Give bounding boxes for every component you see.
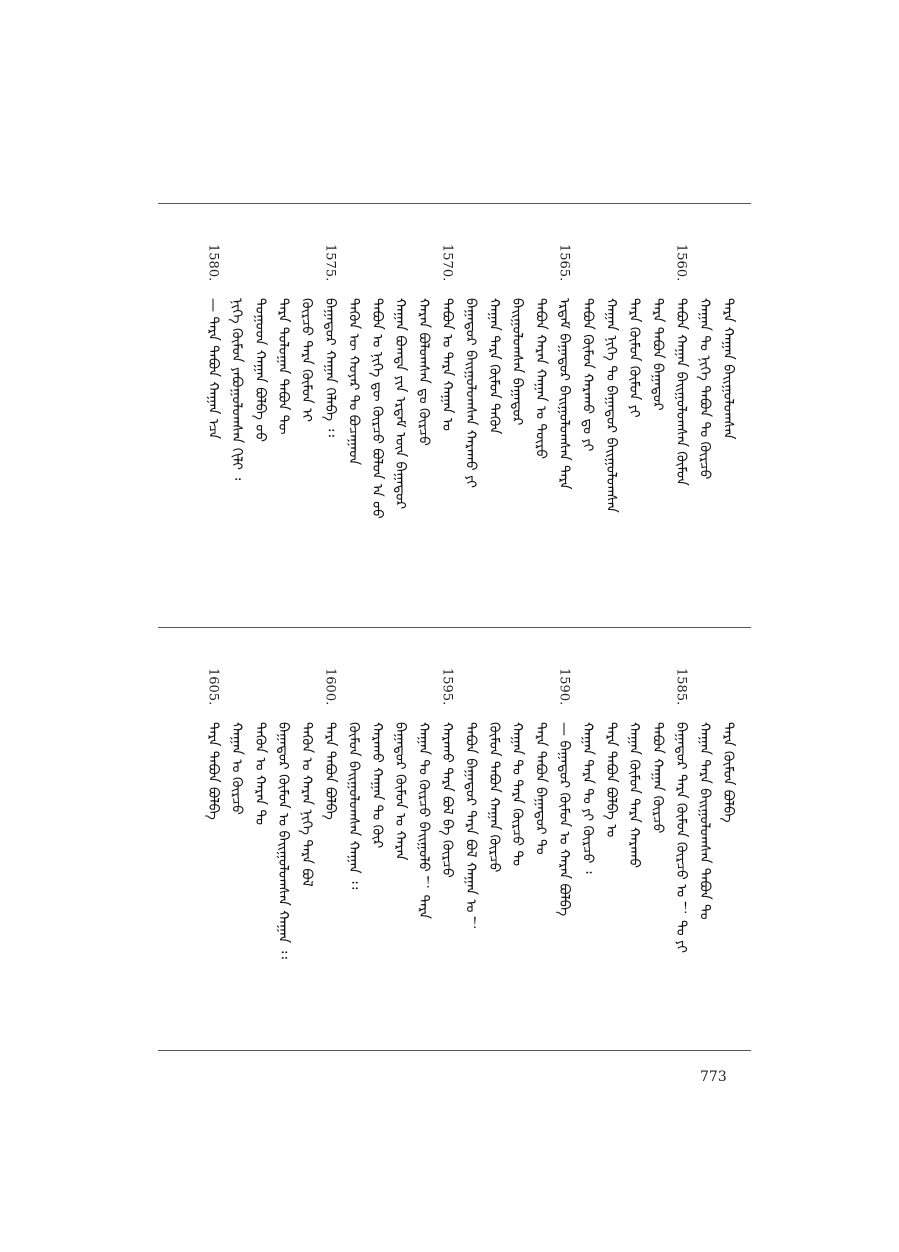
verse-text: ᠲᠠᠪᠤᠨ ᠬᠠᠷᠠᠨ ᠬᠠᠭᠠᠨ ᠤ ᠲᠦᠷᠦ (532, 298, 549, 459)
verse-text: ᠬᠦᠮᠦᠨ ᠲᠠᠪᠤᠨ ᠬᠠᠭᠠᠨ ᠬᠦᠷᠴᠦ (485, 722, 502, 873)
verse-panel-upper (158, 204, 751, 627)
verse-text: — ᠲᠡᠷᠡ ᠲᠠᠪᠤᠨ ᠬᠠᠭᠠᠨ ᠡᠴᠡ (205, 298, 221, 440)
verse-text: ᠲᠡᠭᠦᠨ ᠤ ᠬᠠᠷᠠᠨ ᠲᠤ (251, 722, 268, 826)
verse-text: ᠪᠠᠢᠭᠤᠯᠤᠭᠰᠠᠨ ᠪᠠᠭᠠᠳᠤᠷ (509, 298, 526, 426)
line-number: 1600. (322, 668, 338, 706)
verse-text: ᠬᠠᠷᠠᠬᠤ ᠬᠠᠭᠠᠨ ᠲᠤ ᠬᠦᠷ (368, 722, 385, 849)
verse-text: ᠬᠠᠭᠠᠨ ᠲᠤ ᠬᠦᠷᠴᠦ ᠪᠠᠢᠭᠤᠯᠤ ！ ᠲᠡᠷᠡ (415, 722, 432, 920)
verse-text: ᠳᠣᠭᠤᠳ ᠬᠠᠭᠠᠨ ᠪᠣᠯᠪᠠ ᠤᠤ (251, 298, 268, 442)
verse-text: ᠲᠡᠷᠡ ᠲᠠᠪᠤᠨ ᠪᠣᠯᠪᠠ (205, 722, 221, 820)
verse-text: ᠲᠡᠷᠡ ᠲᠠᠪᠤᠨ ᠪᠣᠯᠪᠠ ᠤ (602, 722, 619, 838)
verse-text: ᠲᠠᠪᠤᠨ ᠬᠠᠭᠠᠨ ᠪᠠᠢᠭᠤᠯᠤᠭᠰᠠᠨ ᠬᠦᠮᠦᠨ (673, 298, 689, 486)
verse-text: ᠲᠡᠷᠡ ᠬᠦᠮᠦᠨ ᠬᠦᠮᠦᠨ ᠶᠢ (626, 298, 643, 418)
verse-text: ᠬᠠᠭᠠᠨ ᠲᠤ ᠲᠡᠷᠡ ᠬᠦᠷᠴᠦ ᠲᠤ (509, 722, 526, 867)
verse-panel-lower (158, 628, 751, 1050)
verse-text: ᠪᠠᠭᠠᠳᠤᠷ ᠲᠡᠷᠡ ᠬᠦᠮᠦᠨ ᠬᠦᠷᠴᠦ ᠤ ！ ᠲᠤ ᠶᠢ (673, 722, 689, 954)
verse-text: ᠬᠦᠮᠦᠨ ᠪᠠᠢᠭᠤᠯᠤᠭᠰᠠᠨ ᠬᠠᠭᠠᠨ ᠄᠄ (345, 722, 362, 890)
line-number: 1590. (556, 668, 572, 706)
line-number: 1585. (673, 668, 689, 706)
verse-text: ᠨᠢᠭᠡ ᠬᠦᠮᠦᠨ ᠶᠠᠪᠤᠭᠤᠯᠤᠭᠰᠠᠨ ᠬᠢᠯᠢ ᠄ (228, 298, 245, 481)
verse-text: ᠲᠡᠷᠡ ᠲᠠᠪᠤᠨ ᠪᠠᠭᠠᠳᠤᠷ ᠲᠤ (532, 722, 549, 855)
verse-text: ᠪᠠᠭᠠᠳᠤᠷ ᠬᠠᠭᠠᠨ ᠬᠡᠯᠡᠪᠡ ᠄᠄ (322, 298, 338, 437)
verse-text: — ᠪᠠᠭᠠᠳᠤᠷ ᠬᠦᠮᠦᠨ ᠤ ᠬᠠᠷᠠᠨ ᠪᠣᠯᠪᠠ (556, 722, 572, 917)
verse-text: ᠬᠠᠷᠠᠨ ᠪᠣᠯᠤᠭᠰᠠᠨ ᠳᠤ ᠬᠦᠷᠴᠦ (415, 298, 432, 446)
verse-text: ᠲᠠᠪᠤᠨ ᠬᠠᠭᠠᠨ ᠬᠦᠷᠴᠦ (649, 722, 666, 834)
verse-text: ᠬᠠᠭᠠᠨ ᠬᠦᠮᠦᠨ ᠲᠡᠷᠡ ᠬᠠᠷᠠᠬᠤ (626, 722, 643, 869)
verse-text: ᠬᠠᠭᠠᠨ ᠲᠤ ᠨᠢᠭᠡ ᠲᠠᠪᠤᠨ ᠲᠤ ᠬᠦᠷᠴᠦ (696, 298, 713, 480)
verse-text: ᠪᠠᠭᠠᠳᠤᠷ ᠬᠦᠮᠦᠨ ᠤ ᠬᠠᠷᠠᠨ (392, 722, 409, 861)
verse-text: ᠲᠡᠷᠡ ᠬᠦᠮᠦᠨ ᠪᠣᠯᠪᠠ (719, 722, 736, 823)
verse-text: ᠲᠡᠷᠡ ᠲᠠᠪᠤᠨ ᠪᠠᠭᠠᠳᠤᠷ (649, 298, 666, 411)
bottom-divider (158, 1050, 751, 1051)
verse-text: ᠲᠡᠷᠡ ᠬᠠᠭᠠᠨ ᠪᠠᠢᠭᠤᠯᠤᠭᠰᠠᠨ (719, 298, 736, 440)
verse-line (713, 244, 743, 439)
verse-text: ᠬᠠᠷᠠᠬᠤ ᠲᠡᠷᠡ ᠪᠣᠯ ᠪᠠ ᠬᠦᠷᠴᠦ (439, 722, 455, 878)
verse-text: ᠬᠠᠭᠠᠨ ᠲᠡᠷᠡ ᠲᠤ ᠶᠢ ᠬᠦᠷᠴᠦ ᠄ (579, 722, 596, 874)
line-number: 1560. (673, 244, 689, 282)
verse-text: ᠬᠦᠷᠴᠦ ᠲᠡᠷᠡ ᠬᠦᠮᠦᠨ ᠢ (298, 298, 315, 423)
verse-text: ᠲᠡᠷᠡ ᠲᠠᠪᠤᠨ ᠪᠣᠯᠪᠠ (322, 722, 338, 820)
verse-text: ᠪᠠᠭᠠᠳᠤᠷ ᠪᠠᠢᠭᠤᠯᠤᠭᠰᠠᠨ ᠬᠠᠷᠠᠬᠤ ᠶᠢ (462, 298, 479, 489)
verse-text: ᠡᠷᠳᠡᠮ ᠪᠠᠭᠠᠳᠤᠷ ᠪᠠᠢᠭᠤᠯᠤᠭᠰᠠᠨ ᠲᠡᠷᠡ (556, 298, 572, 490)
verse-text: ᠬᠠᠭᠠᠨ ᠪᠣᠭᠳᠠ ᠶᠢᠨ ᠡᠷᠳᠡᠮ ᠦᠨ ᠪᠠᠭᠠᠳᠤᠷ (392, 298, 409, 510)
verse-text: ᠲᠡᠭᠦᠨ ᠦ ᠬᠣᠶᠠᠷ ᠲᠤ ᠪᠤᠴᠠᠭᠠᠳ (345, 298, 362, 466)
verse-text: ᠲᠠᠪᠤᠨ ᠤ ᠨᠢᠭᠡ ᠳᠦ ᠬᠦᠷᠴᠦ ᠪᠣᠯᠤᠨ ᠠ ᠤᠤ (368, 298, 385, 519)
verse-text: ᠲᠡᠭᠦᠨ ᠤ ᠬᠠᠷᠠᠨ ᠨᠢᠭᠡ ᠲᠡᠷᠡ ᠪᠣᠯ (298, 722, 315, 887)
line-number: 1595. (439, 668, 455, 706)
page-number: 773 (700, 1069, 727, 1085)
verse-text: ᠬᠠᠭᠠᠨ ᠲᠡᠷᠡ ᠪᠠᠢᠭᠤᠯᠤᠭᠰᠠᠨ ᠲᠠᠪᠤᠨ ᠲᠤ (696, 722, 713, 920)
verse-text: ᠬᠠᠭᠠᠨ ᠤ ᠬᠦᠷᠴᠦ (228, 722, 245, 815)
verse-text: ᠲᠠᠪᠤᠨ ᠤ ᠲᠡᠷᠡ ᠬᠠᠭᠠᠨ ᠤ (439, 298, 455, 431)
verse-text: ᠲᠠᠪᠤᠨ ᠬᠦᠮᠦᠨ ᠬᠠᠷᠠᠬᠤ ᠳᠤ ᠶᠢ (579, 298, 596, 452)
verse-text: ᠲᠡᠷᠡ ᠳᠣᠯᠣᠭᠠᠨ ᠲᠠᠪᠤᠨ ᠲᠦ (275, 298, 292, 435)
verse-text: ᠬᠠᠭᠠᠨ ᠨᠢᠭᠡ ᠲᠤ ᠪᠠᠭᠠᠳᠤᠷ ᠪᠠᠢᠭᠤᠯᠤᠭᠰᠠᠨ (602, 298, 619, 513)
verse-text: ᠬᠠᠭᠠᠨ ᠲᠡᠷᠡ ᠬᠦᠮᠦᠨ ᠲᠡᠭᠦᠨ (485, 298, 502, 435)
verse-text: ᠪᠠᠭᠠᠳᠤᠷ ᠬᠦᠮᠦᠨ ᠤ ᠪᠠᠢᠭᠤᠯᠤᠭᠰᠠᠨ ᠬᠠᠭᠠᠨ ᠄᠄ (275, 722, 292, 959)
line-number: 1575. (322, 244, 338, 282)
line-number: 1570. (439, 244, 455, 282)
line-number: 1580. (205, 244, 221, 282)
verse-text: ᠲᠠᠪᠤᠨ ᠪᠠᠭᠠᠳᠤᠷ ᠲᠡᠷᠡ ᠪᠣᠯ ᠬᠠᠭᠠᠨ ᠤ ！ (462, 722, 479, 931)
verse-line (713, 668, 743, 823)
line-number: 1565. (556, 244, 572, 282)
line-number: 1605. (205, 668, 221, 706)
